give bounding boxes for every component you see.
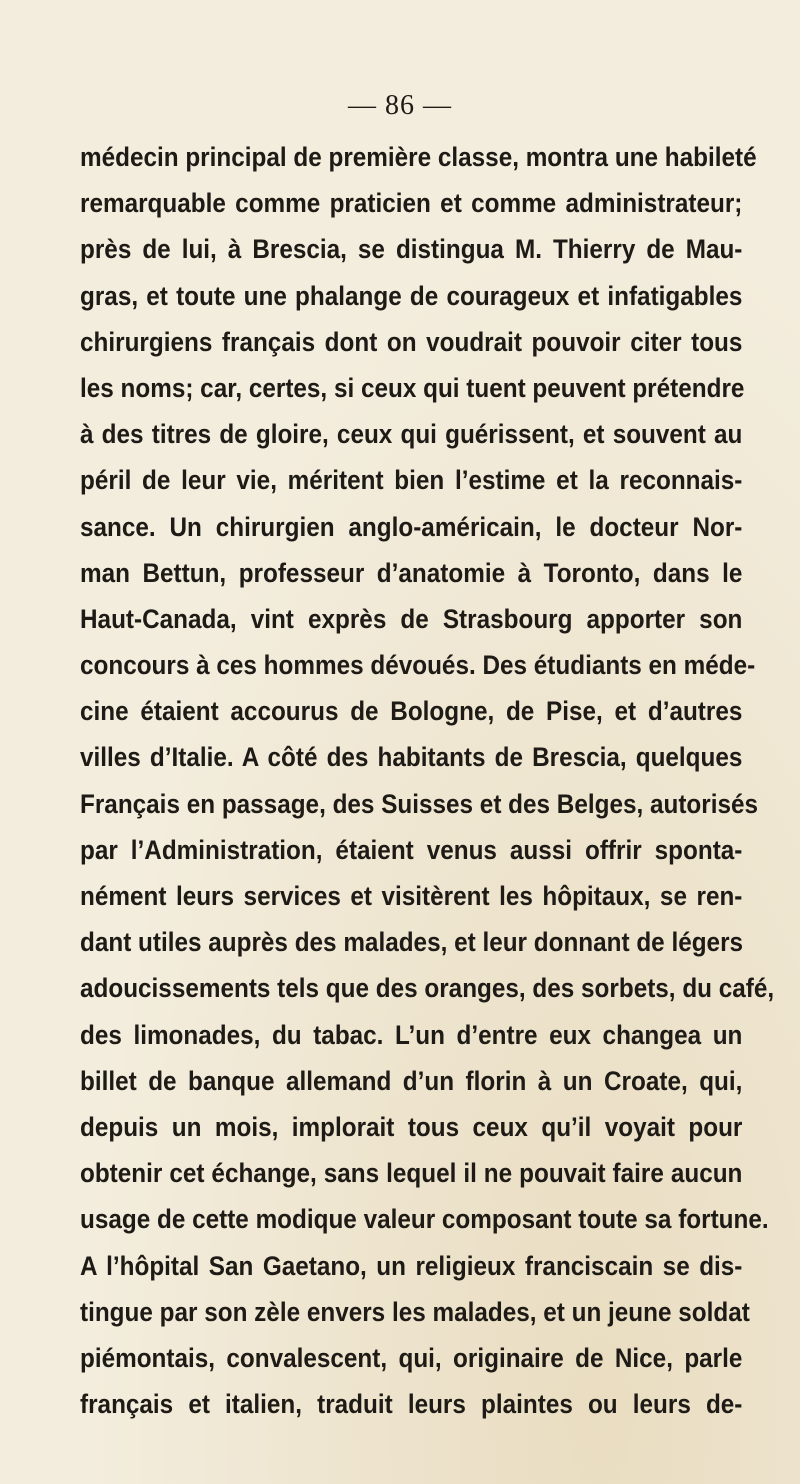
body-text [80, 134, 775, 1427]
text-line: dant utiles auprès des malades, et leur donnant de légers [80, 927, 744, 958]
text-line: à des titres de gloire, ceux qui guérissent, et souvent au [80, 419, 743, 450]
text-line: Haut-Canada, vint exprès de Strasbourg apporter son [80, 603, 743, 634]
text-line: français et italien, traduit leurs plaintes ou leurs de- [80, 1389, 743, 1420]
text-line: nément leurs services et visitèrent les hôpitaux, se ren- [80, 881, 743, 911]
text-line: man Bettun, professeur d’anatomie à Toronto, dans le [80, 557, 743, 588]
text-line: Français en passage, des Suisses et des Belges, autorisés [80, 788, 759, 819]
text-line: péril de leur vie, méritent bien l’estime et la reconnais- [80, 465, 743, 496]
text-line: chirurgiens français dont on voudrait pouvoir citer tous [80, 326, 743, 357]
text-line: sance. Un chirurgien anglo-américain, le docteur Nor- [80, 511, 743, 542]
text-line: près de lui, à Brescia, se distingua M. Thierry de Mau- [80, 234, 743, 265]
text-line: médecin principal de première classe, montra une habileté [80, 142, 757, 172]
text-line: villes d’Italie. A côté des habitants de Brescia, quelques [80, 742, 743, 773]
page-number: — 86 — [348, 90, 452, 121]
text-line: par l’Administration, étaient venus aussi offrir sponta- [80, 834, 743, 865]
text-line: des limonades, du tabac. L’un d’entre eux changea un [80, 1019, 743, 1050]
text-line: concours à ces hommes dévoués. Des étudiants en méde- [80, 650, 756, 681]
text-line: adoucissements tels que des oranges, des sorbets, du café, [80, 973, 775, 1004]
text-line: les noms; car, certes, si ceux qui tuent peuvent prétendre [80, 372, 745, 403]
text-line: depuis un mois, implorait tous ceux qu’il voyait pour [80, 1111, 743, 1142]
text-line: gras, et toute une phalange de courageux et infatigables [80, 280, 743, 311]
text-line: billet de banque allemand d’un florin à un Croate, qui, [80, 1065, 743, 1096]
text-line: cine étaient accourus de Bologne, de Pise, et d’autres [80, 696, 743, 727]
text-line: obtenir cet échange, sans lequel il ne pouvait faire aucun [80, 1158, 743, 1189]
text-line: usage de cette modique valeur composant toute sa fortune. [80, 1204, 769, 1235]
text-line: A l’hôpital San Gaetano, un religieux franciscain se dis- [80, 1250, 743, 1281]
text-line: tingue par son zèle envers les malades, et un jeune soldat [80, 1296, 750, 1327]
text-line: piémontais, convalescent, qui, originaire de Nice, parle [80, 1342, 743, 1373]
text-line: remarquable comme praticien et comme administrateur; [80, 188, 743, 219]
